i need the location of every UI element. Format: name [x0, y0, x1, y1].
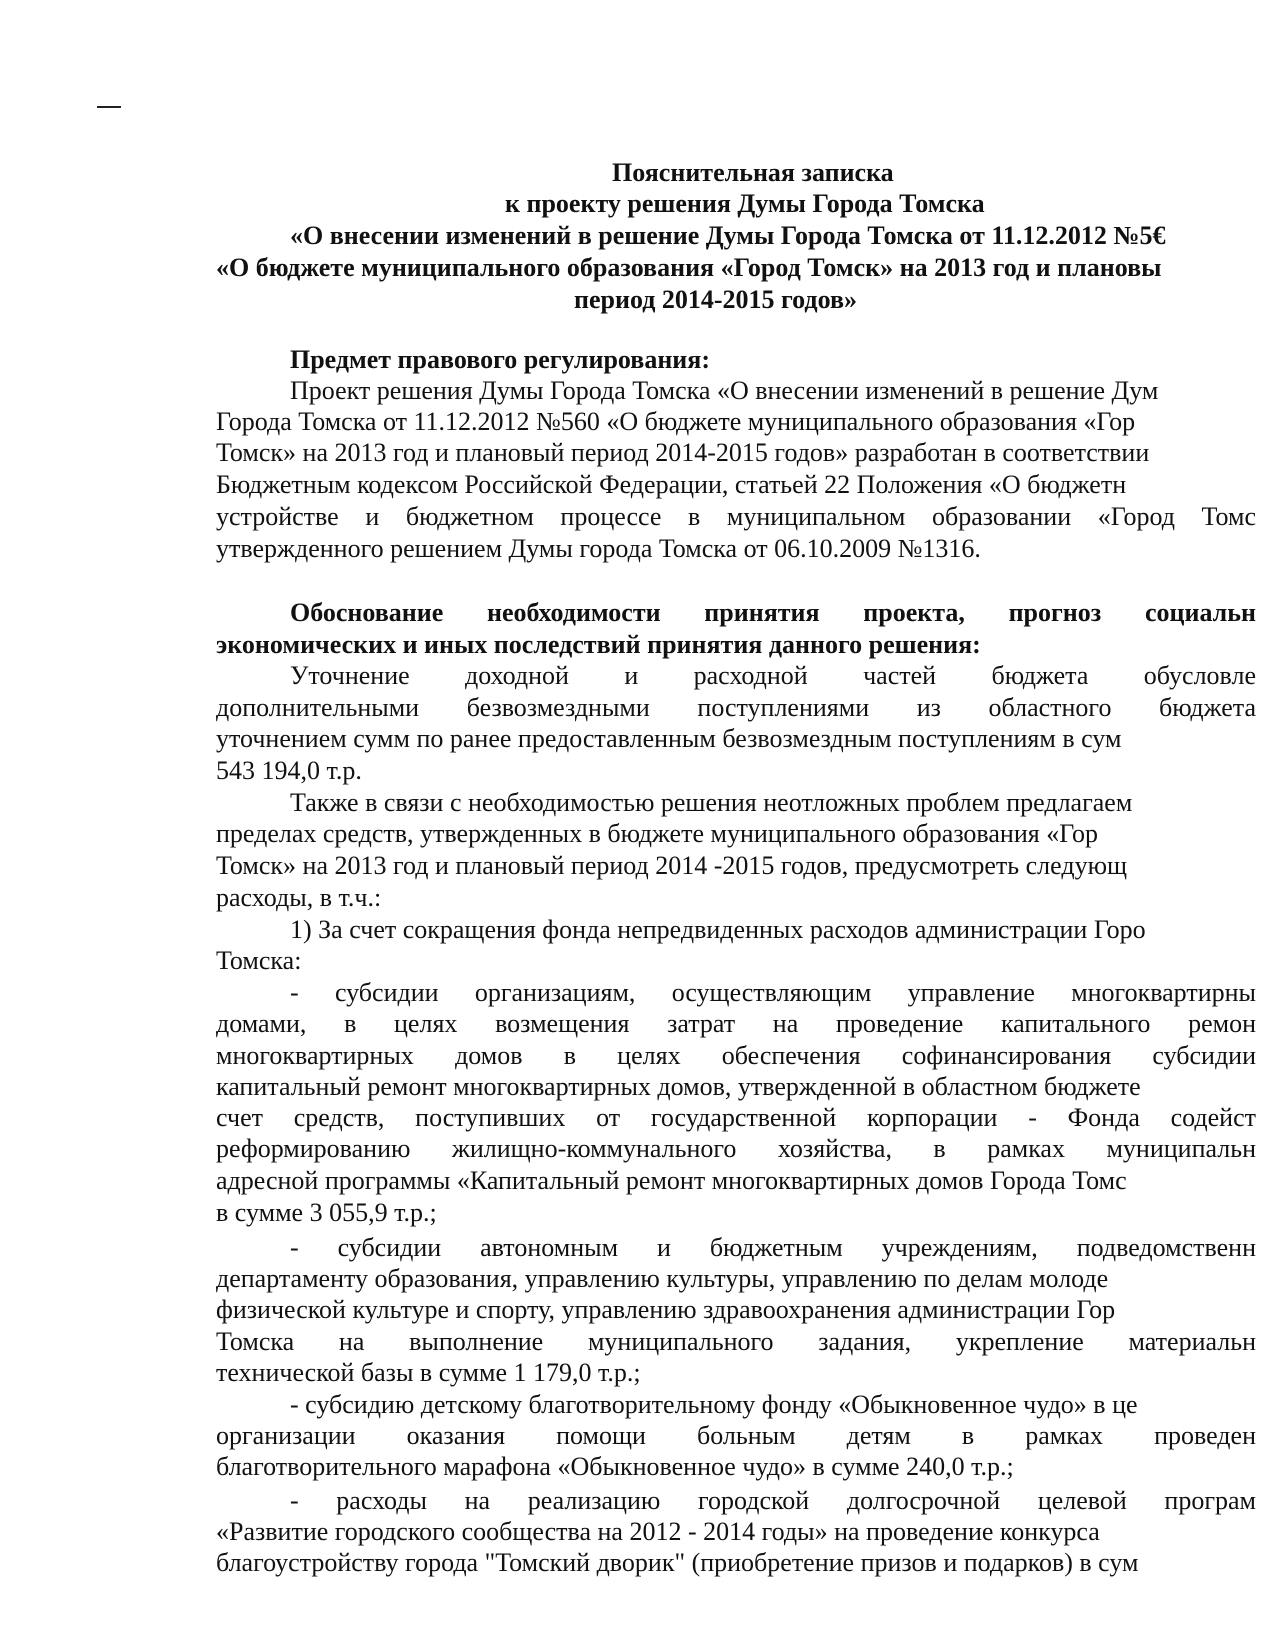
section1-heading: Предмет правового регулирования:: [290, 345, 710, 374]
section2-line: Также в связи с необходимостью решения неотложных проблем предлагаем: [290, 788, 1133, 817]
section2-heading-line-1: Обоснование необходимости принятия проекта, прогноз социальн: [290, 598, 1256, 627]
section2-line: департаменту образования, управлению культуры, управлению по делам молоде: [216, 1264, 1109, 1293]
section2-line: адресной программы «Капитальный ремонт многоквартирных домов Города Томс: [216, 1166, 1127, 1195]
title-line-4: «О бюджете муниципального образования «Город Томск» на 2013 год и плановы: [216, 253, 1162, 282]
section2-line: «Развитие городского сообщества на 2012 - 2014 годы» на проведение конкурса: [216, 1517, 1100, 1546]
title-line-3: «О внесении изменений в решение Думы Города Томска от 11.12.2012 №5€: [290, 221, 1166, 250]
corner-dash-mark: [97, 106, 121, 108]
section2-line: технической базы в сумме 1 179,0 т.р.;: [216, 1358, 641, 1387]
section2-line: - субсидии автономным и бюджетным учреждениям, подведомственн: [290, 1233, 1256, 1262]
section2-line: счет средств, поступивших от государственной корпорации - Фонда содейст: [216, 1103, 1256, 1132]
section2-line: благоустройству города "Томский дворик" (приобретение призов и подарков) в сум: [216, 1548, 1139, 1577]
section2-line: Томск» на 2013 год и плановый период 2014 -2015 годов, предусмотреть следующ: [216, 851, 1128, 880]
section2-line: Томска на выполнение муниципального задания, укрепление материальн: [216, 1327, 1256, 1356]
section1-line: Бюджетным кодексом Российской Федерации, статьей 22 Положения «О бюджетн: [216, 470, 1127, 499]
title-line-5: период 2014-2015 годов»: [574, 285, 857, 314]
section2-line: организации оказания помощи больным детям в рамках проведен: [216, 1421, 1256, 1450]
section2-line: многоквартирных домов в целях обеспечения софинансирования субсидии: [216, 1041, 1256, 1070]
title-line-1: Пояснительная записка: [612, 158, 894, 187]
section2-line: реформированию жилищно-коммунального хозяйства, в рамках муниципальн: [216, 1134, 1256, 1163]
section2-line: дополнительными безвозмездными поступлениями из областного бюджета: [216, 693, 1256, 722]
section2-line: - субсидию детскому благотворительному фонду «Обыкновенное чудо» в це: [290, 1390, 1138, 1419]
section2-line: 1) За счет сокращения фонда непредвиденных расходов администрации Горо: [290, 915, 1146, 944]
section2-line: капитальный ремонт многоквартирных домов, утвержденной в областном бюджете: [216, 1072, 1141, 1101]
section1-line: Города Томска от 11.12.2012 №560 «О бюджете муниципального образования «Гор: [216, 407, 1136, 436]
section2-line: в сумме 3 055,9 т.р.;: [216, 1198, 437, 1227]
section2-line: благотворительного марафона «Обыкновенное чудо» в сумме 240,0 т.р.;: [216, 1452, 1014, 1481]
section1-line: Томск» на 2013 год и плановый период 2014-2015 годов» разработан в соответствии: [216, 438, 1150, 467]
section1-line: утвержденного решением Думы города Томска от 06.10.2009 №1316.: [216, 534, 981, 563]
section2-line: пределах средств, утвержденных в бюджете муниципального образования «Гор: [216, 819, 1098, 848]
section2-line: расходы, в т.ч.:: [216, 883, 382, 912]
section2-line: - субсидии организациям, осуществляющим управление многоквартирны: [290, 978, 1256, 1007]
section1-line: Проект решения Думы Города Томска «О внесении изменений в решение Дум: [290, 376, 1159, 405]
title-line-2: к проекту решения Думы Города Томска: [505, 189, 985, 218]
section2-line: 543 194,0 т.р.: [216, 756, 362, 785]
section2-line: Уточнение доходной и расходной частей бюджета обусловле: [290, 661, 1256, 690]
section2-line: домами, в целях возмещения затрат на проведение капитального ремон: [216, 1009, 1256, 1038]
section1-line: устройстве и бюджетном процессе в муниципальном образовании «Город Томс: [216, 502, 1256, 531]
section2-line: физической культуре и спорту, управлению здравоохранения администрации Гор: [216, 1295, 1116, 1324]
section2-line: - расходы на реализацию городской долгосрочной целевой програм: [290, 1486, 1256, 1515]
section2-heading-line-2: экономических и иных последствий принятия данного решения:: [216, 630, 981, 659]
section2-line: Томска:: [216, 946, 302, 975]
section2-line: уточнением сумм по ранее предоставленным безвозмездным поступлениям в сум: [216, 724, 1122, 753]
